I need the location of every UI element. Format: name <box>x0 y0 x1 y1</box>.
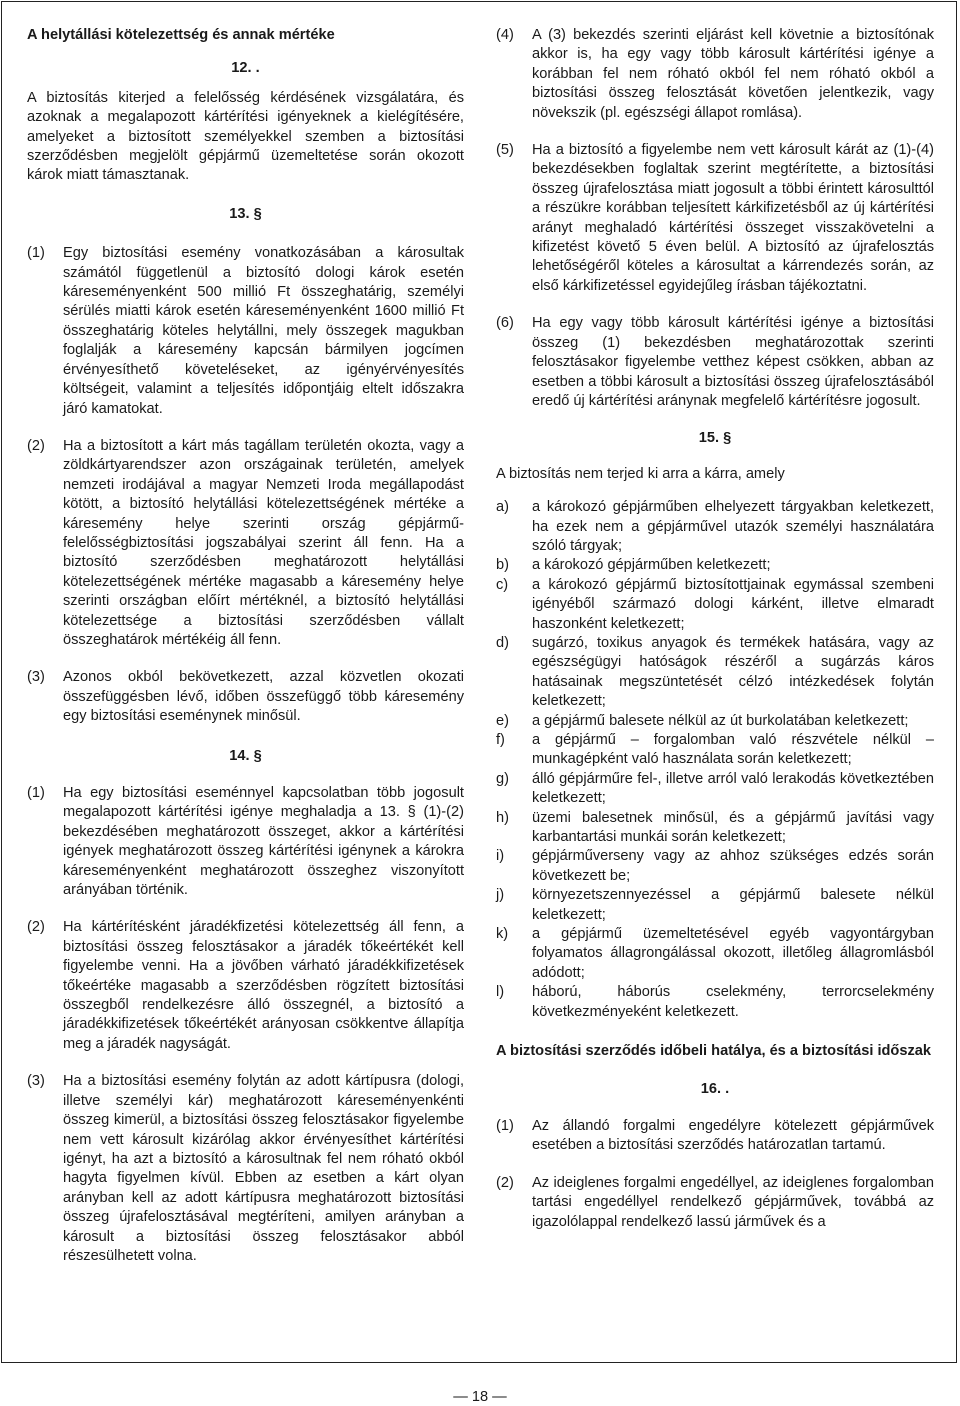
page-number: — 18 — <box>453 1389 507 1405</box>
paragraph-14-1 <box>27 784 464 900</box>
section-heading: A helytállási kötelezettség és annak mértéke <box>27 27 335 43</box>
section-12-text: A biztosítás kiterjed a felelősség kérdésének vizsgálatára, és azoknak a megalapozott kártérítési igényeknek a kielégítésére, amelyeket a biztosított személyekkel szemben a biztosítási szerződésben megjelölt gépjármű üzemeltetése során okozott károk miatt támasztanak. <box>27 89 464 184</box>
section-15-intro: A biztosítás nem terjed ki arra a kárra, amely <box>496 465 785 482</box>
section-12-title: 12. . <box>231 60 260 77</box>
paragraph-13-1 <box>27 244 464 419</box>
list-marker: h) <box>496 809 509 826</box>
list-text: gépjárműverseny vagy az ahhoz szükséges edzés során következett be; <box>532 848 934 884</box>
list-text: a károkozó gépjármű biztosítottjainak egymással szembeni igényéből származó dologi kárként, illetve elmaradt haszonként keletkezett; <box>532 576 934 632</box>
paragraph-number: (1) <box>27 245 45 262</box>
list-text: háború, háborús cselekmény, terrorcselekmény következményeként keletkezett. <box>532 984 934 1020</box>
list-text: sugárzó, toxikus anyagok és termékek hatására, vagy az egészségügyi hatóságok részéről a sugárzás káros hatásainak megszüntetését célzó intézkedések folytán keletkezett; <box>532 634 934 710</box>
paragraph-text: Ha kártérítésként járadékfizetési kötelezettség áll fenn, a biztosítási összeg felosztásakor a járadék tőkeértékét kell figyelembe venni. Ha a jövőben várható járadékkifizetések tőkeértéke magasabb a szerződésben rögzített biztosítási összegből rendelkezésre álló összegnél, a biztosító a járadékkifizetések tőkeértékét arányosan csökkentve állapítja meg a járadék nagyságát. <box>63 919 464 1052</box>
list-marker: b) <box>496 557 509 574</box>
list-text: a károkozó gépjárműben keletkezett; <box>532 557 771 574</box>
paragraph-13-3 <box>27 668 464 726</box>
paragraph-text: Ha a biztosító a figyelembe nem vett károsult kárát az (1)-(4) bekezdésekben foglaltak szerint megtérítette, a biztosítási összeg újrafelosztása miatt jogosult a többi érintett károsulttól a részükre korábban teljesített kárkifizetésből az új kártérítési arányt meghaladó kártérítési összeget visszakövetelni a kifizetést követő 5 éven belül. A biztosító az újrafelosztás lehetőségéről köteles a károsultat a kárrendezés során, az első kárkifizetéssel egyidejűleg írásban tájékoztatni. <box>532 142 934 294</box>
list-item-f <box>496 731 934 770</box>
paragraph-14-3 <box>27 1072 464 1266</box>
section-16-title: 16. . <box>700 1080 730 1097</box>
section-heading-2: A biztosítási szerződés időbeli hatálya, és a biztosítási időszak <box>496 1043 931 1060</box>
list-marker: l) <box>496 984 505 1001</box>
list-item-e <box>496 712 934 731</box>
paragraph-14-2 <box>27 918 464 1054</box>
paragraph-number: (2) <box>27 437 45 454</box>
paragraph-number: (6) <box>496 315 514 332</box>
paragraph-text: A (3) bekezdés szerinti eljárást kell követnie a biztosítónak akkor is, ha egy vagy több károsult kártérítési igénye a korábban fel nem róható okból fel nem róható okból a biztosítási összeg felosztását követően jelentkezik, vagy növekszik (pl. egészségi állapot romlása). <box>532 27 934 121</box>
list-item-j <box>496 886 934 925</box>
paragraph-number: (1) <box>496 1117 514 1134</box>
list-item-a <box>496 498 934 556</box>
list-item-d <box>496 634 934 712</box>
list-text: környezetszennyezéssel a gépjármű balesete nélkül keletkezett; <box>532 887 934 923</box>
paragraph-text: Ha a biztosítási esemény folytán az adott kártípusra (dologi, illetve személyi kár) meghatározott káreseményenkénti összeg kimerül, a biztosítási összeg felosztásakor figyelembe nem vett károsult kizárólag akkor érvényesíthet kártérítési igényt, ha azt a biztosító a károsultnak fel nem róható okból hagyta figyelmen kívül. Ebben az esetben a kárt olyan arányban kell az adott kártípusra meghatározott biztosítási összeg újrafelosztásával megtéríteni, amilyen arányban a károsult a biztosítási összeg felosztásakor abból részesülhetett volna. <box>63 1073 464 1264</box>
list-marker: j) <box>496 887 505 904</box>
section-15-title: 15. § <box>698 430 732 447</box>
list-marker: i) <box>496 848 505 865</box>
paragraph-text: Ha egy biztosítási eseménnyel kapcsolatban több jogosult megalapozott kártérítési igénye meghaladja a 13. § (1)-(2) bekezdésében meghatározott összeget, akkor a kártérítési igények meghatározott összeg kártérítési igénynek a károkra káreseményenként meghatározott összeghez viszonyított arányában történik. <box>63 785 464 899</box>
paragraph-number: (2) <box>496 1174 514 1191</box>
list-text: üzemi balesetnek minősül, és a gépjármű javítási vagy karbantartási munkái során keletkezett; <box>532 809 934 846</box>
list-marker: k) <box>496 926 509 943</box>
list-text: a gépjármű üzemeltetésével egyéb vagyontárgyban folyamatos állagrongálással okozott, illetőleg állagromlásból adódott; <box>532 926 934 981</box>
list-marker: g) <box>496 770 509 787</box>
list-text: a gépjármű – forgalomban való részvétele nélkül – munkagépként való használata során keletkezett; <box>532 732 934 768</box>
paragraph-text: Azonos okból bekövetkezett, azzal közvetlen okozati összefüggésben lévő, időben összefüggő több káresemény egy biztosítási eseménynek minősül. <box>63 669 464 725</box>
paragraph-14-6 <box>496 314 934 411</box>
paragraph-16-1 <box>496 1117 934 1156</box>
paragraph-13-2 <box>27 437 464 650</box>
list-text: a gépjármű balesete nélkül az út burkolatában keletkezett; <box>532 712 909 729</box>
list-item-i <box>496 847 934 886</box>
list-text: a károkozó gépjárműben elhelyezett tárgyakban keletkezett, ha ezek nem a gépjárművel utazók személyi használatára szóló tárgyak; <box>532 499 934 554</box>
paragraph-number: (2) <box>27 919 45 936</box>
list-marker: c) <box>496 576 509 593</box>
paragraph-number: (4) <box>496 27 514 43</box>
paragraph-text: Egy biztosítási esemény vonatkozásában a károsultak számától függetlenül a biztosító dologi károk esetén káreseményenként 500 millió Ft összeghatárig, személyi sérülés miatti károk esetén káreseményenként 1600 millió Ft összeghatárig köteles helytállni, mely összegek magukban foglalják a káresemény kapcsán bármilyen jogcímen érvényesíthető követeléseket, az igényérvényesítés költségeit, valamint a teljesítés időpontjáig eltelt időszakra járó kamatokat. <box>63 245 464 417</box>
paragraph-text: Az ideiglenes forgalmi engedéllyel, az ideiglenes forgalomban tartási engedéllyel rendelkező gépjárművek, továbbá az igazolólappal rendelkező lassú járművek és a <box>532 1174 934 1230</box>
paragraph-14-4 <box>496 26 934 123</box>
section-13-title: 13. § <box>229 205 262 222</box>
list-marker: f) <box>496 732 505 748</box>
list-marker: d) <box>496 634 509 651</box>
list-marker: a) <box>496 499 509 516</box>
left-column <box>27 26 464 1266</box>
paragraph-text: Az állandó forgalmi engedélyre kötelezett gépjárművek esetében a biztosítási szerződés határozatlan tartamú. <box>532 1117 934 1154</box>
list-item-g <box>496 770 934 809</box>
paragraph-number: (1) <box>27 785 45 801</box>
list-marker: e) <box>496 712 509 729</box>
right-column <box>496 26 934 1232</box>
list-item-l <box>496 983 934 1022</box>
paragraph-14-5 <box>496 141 934 296</box>
section-14-title: 14. § <box>229 747 262 764</box>
list-text: álló gépjárműre fel-, illetve arról való lerakodás következtében keletkezett; <box>532 770 934 807</box>
list-item-h <box>496 809 934 848</box>
paragraph-number: (5) <box>496 142 514 159</box>
list-item-b <box>496 556 934 575</box>
paragraph-text: Ha a biztosított a kárt más tagállam területén okozta, vagy a zöldkártyarendszer azon országainak területén, amelyek nemzeti irodájával a magyar Nemzeti Iroda megállapodást kötött, a biztosító helytállási kötelezettségének mértéke a káresemény helye szerinti ország gépjármű-felelősségbiztosítási jogszabályai szerint áll fenn. Ha a biztosító szerződésben meghatározott helytállási kötelezettségének mértéke magasabb a káresemény helye szerinti országban előírt mértéknél, a biztosító helytállási kötelezettsége a biztosítási szerződésben vállalt összeghatárok mértékéig áll fenn. <box>63 437 464 648</box>
paragraph-number: (3) <box>27 1073 45 1090</box>
list-item-c <box>496 576 934 634</box>
list-item-k <box>496 925 934 983</box>
paragraph-text: Ha egy vagy több károsult kártérítési igénye a biztosítási összeg (1) bekezdésben meghatározottak szerinti felosztásakor figyelembe vetthez képest csökken, abban az esetben a többi károsult a biztosítási összeg újrafelosztásából eredő új kártérítési aránynak megfelelő kártérítésre jogosult. <box>532 315 934 409</box>
paragraph-16-2 <box>496 1174 934 1232</box>
paragraph-number: (3) <box>27 669 45 686</box>
